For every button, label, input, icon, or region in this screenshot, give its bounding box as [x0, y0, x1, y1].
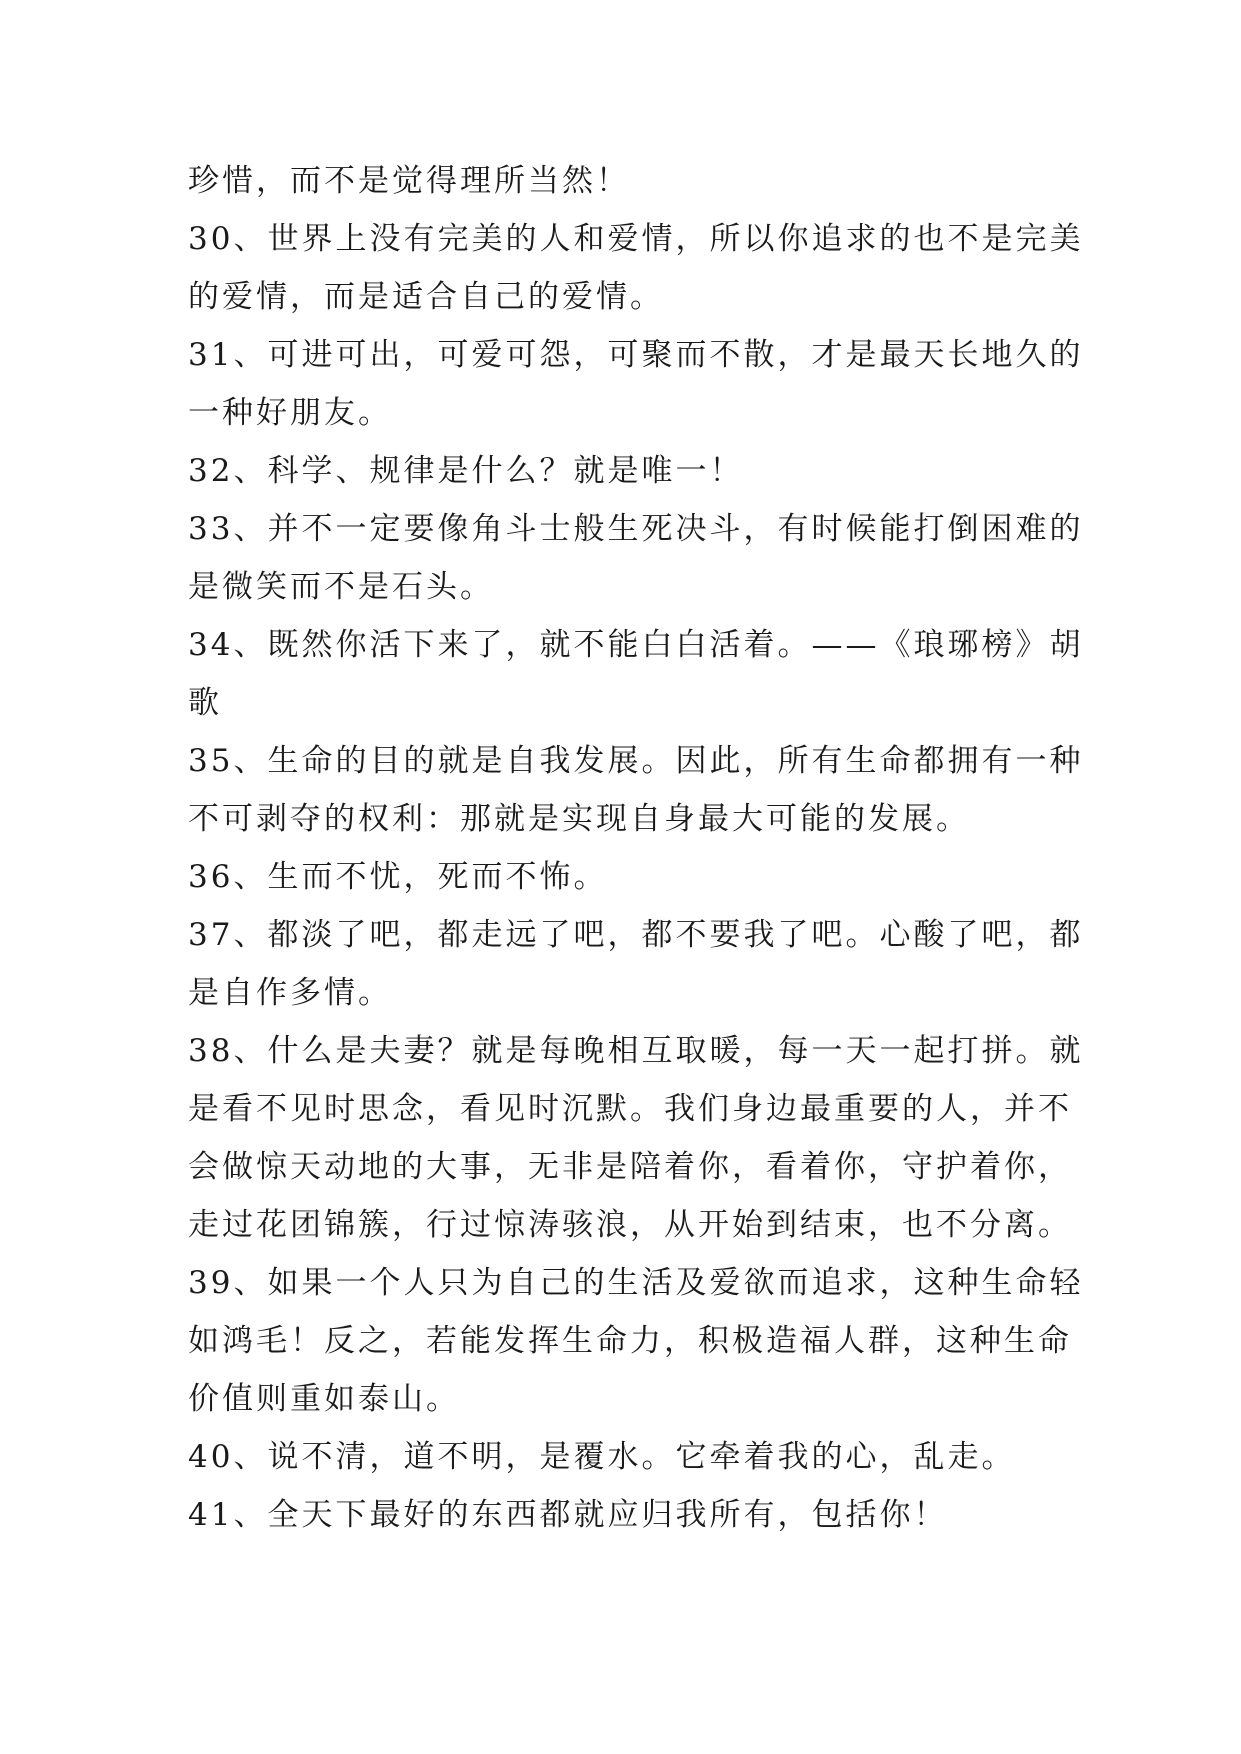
- text-line: 的爱情，而是适合自己的爱情。: [188, 279, 664, 315]
- text-line: 35、生命的目的就是自我发展。因此，所有生命都拥有一种: [188, 743, 1084, 779]
- text-line: 如鸿毛！反之，若能发挥生命力，积极造福人群，这种生命: [188, 1323, 1072, 1359]
- text-line: 39、如果一个人只为自己的生活及爱欲而追求，这种生命轻: [188, 1265, 1084, 1301]
- text-line: 31、可进可出，可爱可怨，可聚而不散，才是最天长地久的: [188, 337, 1084, 373]
- text-line: 一种好朋友。: [188, 395, 392, 431]
- text-line: 会做惊天动地的大事，无非是陪着你，看着你，守护着你，: [188, 1149, 1072, 1185]
- text-line: 是看不见时思念，看见时沉默。我们身边最重要的人，并不: [188, 1091, 1072, 1127]
- text-line: 是微笑而不是石头。: [188, 569, 494, 605]
- text-line: 33、并不一定要像角斗士般生死决斗，有时候能打倒困难的: [188, 511, 1084, 547]
- text-line: 41、全天下最好的东西都就应归我所有，包括你！: [188, 1497, 948, 1533]
- document-body: [188, 152, 1084, 1544]
- text-line: 34、既然你活下来了，就不能白白活着。——《琅琊榜》胡: [188, 627, 1084, 663]
- text-line: 价值则重如泰山。: [188, 1381, 460, 1417]
- text-line: 珍惜，而不是觉得理所当然！: [188, 163, 630, 199]
- text-line: 40、说不清，道不明，是覆水。它牵着我的心，乱走。: [188, 1439, 1016, 1475]
- text-line: 38、什么是夫妻？就是每晚相互取暖，每一天一起打拼。就: [188, 1033, 1084, 1069]
- text-line: 37、都淡了吧，都走远了吧，都不要我了吧。心酸了吧，都: [188, 917, 1084, 953]
- text-line: 是自作多情。: [188, 975, 392, 1011]
- text-line: 不可剥夺的权利：那就是实现自身最大可能的发展。: [188, 801, 970, 837]
- text-line: 歌: [188, 685, 222, 721]
- text-line: 30、世界上没有完美的人和爱情，所以你追求的也不是完美: [188, 221, 1084, 257]
- text-line: 36、生而不忧，死而不怖。: [188, 859, 608, 895]
- text-line: 32、科学、规律是什么？就是唯一！: [188, 453, 744, 489]
- text-line: 走过花团锦簇，行过惊涛骇浪，从开始到结束，也不分离。: [188, 1207, 1072, 1243]
